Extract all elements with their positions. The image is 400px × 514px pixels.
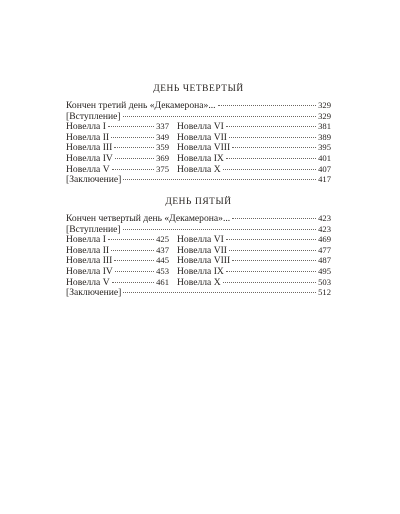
dot-leader bbox=[112, 282, 154, 283]
page-number: 401 bbox=[318, 152, 331, 163]
page-number: 423 bbox=[318, 223, 331, 234]
page-number: 453 bbox=[156, 265, 169, 276]
entry-title: Новелла II bbox=[66, 131, 110, 143]
entry-title: Новелла VII bbox=[177, 131, 228, 143]
page-number: 329 bbox=[318, 100, 331, 110]
entry-title: Новелла III bbox=[66, 142, 113, 154]
toc-entry-novella[interactable] bbox=[177, 234, 331, 245]
toc-entry-conclusion[interactable] bbox=[66, 287, 331, 298]
page-number: 495 bbox=[318, 265, 331, 276]
toc-entry-novella[interactable] bbox=[177, 142, 331, 153]
toc-row bbox=[66, 245, 331, 256]
dot-leader bbox=[232, 218, 316, 219]
page-number: 461 bbox=[156, 276, 169, 287]
entry-title: Кончен четвертый день «Декамерона»... bbox=[66, 213, 231, 224]
dot-leader bbox=[108, 126, 154, 127]
toc-entry-novella[interactable] bbox=[177, 277, 331, 288]
toc-row bbox=[66, 234, 331, 245]
toc-entry-novella[interactable] bbox=[177, 164, 331, 175]
dot-leader bbox=[229, 137, 316, 138]
section-heading: ДЕНЬ ЧЕТВЕРТЫЙ bbox=[153, 84, 244, 94]
toc-row bbox=[66, 287, 331, 298]
dot-leader bbox=[123, 116, 316, 117]
dot-leader bbox=[232, 147, 316, 148]
toc-row bbox=[66, 100, 331, 111]
dot-leader bbox=[111, 250, 154, 251]
entry-title: Новелла VI bbox=[177, 121, 224, 133]
page-number: 423 bbox=[318, 213, 331, 223]
section-heading: ДЕНЬ ПЯТЫЙ bbox=[165, 197, 232, 207]
toc-entry-novella[interactable] bbox=[177, 245, 331, 256]
toc-entry-novella[interactable] bbox=[66, 255, 169, 266]
toc-entry-novella[interactable] bbox=[66, 164, 169, 175]
dot-leader bbox=[114, 260, 154, 261]
toc-row bbox=[66, 164, 331, 175]
entry-title: Новелла VIII bbox=[177, 142, 231, 154]
dot-leader bbox=[229, 250, 316, 251]
entry-title: [Заключение] bbox=[66, 287, 122, 299]
page-number: 503 bbox=[318, 276, 331, 287]
entry-title: [Заключение] bbox=[66, 174, 122, 186]
entry-title: Новелла X bbox=[177, 163, 221, 175]
toc-row bbox=[66, 174, 331, 185]
toc-row bbox=[66, 111, 331, 122]
entry-title: Новелла IX bbox=[177, 152, 224, 164]
entry-title: Новелла II bbox=[66, 244, 110, 256]
dot-leader bbox=[226, 239, 316, 240]
dot-leader bbox=[115, 158, 154, 159]
toc-entry-novella[interactable] bbox=[177, 153, 331, 164]
dot-leader bbox=[226, 158, 316, 159]
toc-row bbox=[66, 142, 331, 153]
toc-row bbox=[66, 277, 331, 288]
toc-row bbox=[66, 132, 331, 143]
page-number: 425 bbox=[156, 234, 169, 245]
toc-entry-novella[interactable] bbox=[66, 234, 169, 245]
page-number: 359 bbox=[156, 142, 169, 153]
toc-row bbox=[66, 121, 331, 132]
dot-leader bbox=[114, 147, 154, 148]
page-number: 329 bbox=[318, 110, 331, 121]
toc-entry[interactable] bbox=[66, 213, 331, 224]
toc-entry-novella[interactable] bbox=[177, 121, 331, 132]
page-number: 395 bbox=[318, 142, 331, 153]
toc-entry-novella[interactable] bbox=[177, 266, 331, 277]
page-number: 437 bbox=[156, 244, 169, 255]
entry-title: Новелла X bbox=[177, 276, 221, 288]
dot-leader bbox=[123, 229, 316, 230]
toc-row bbox=[66, 213, 331, 224]
entry-title: Новелла V bbox=[66, 276, 110, 288]
toc-entry[interactable] bbox=[66, 111, 331, 122]
toc-entry-novella[interactable] bbox=[66, 142, 169, 153]
dot-leader bbox=[112, 169, 154, 170]
toc-row bbox=[66, 255, 331, 266]
entry-title: Новелла IV bbox=[66, 152, 113, 164]
dot-leader bbox=[115, 271, 154, 272]
dot-leader bbox=[223, 169, 316, 170]
page-number: 389 bbox=[318, 131, 331, 142]
page-number: 375 bbox=[156, 163, 169, 174]
dot-leader bbox=[226, 126, 316, 127]
toc-entry-novella[interactable] bbox=[66, 245, 169, 256]
entry-title: Кончен третий день «Декамерона»... bbox=[66, 100, 216, 111]
entry-title: Новелла III bbox=[66, 255, 113, 267]
toc-entry-novella[interactable] bbox=[66, 277, 169, 288]
toc-entry-novella[interactable] bbox=[66, 266, 169, 277]
toc-entry[interactable] bbox=[66, 100, 331, 111]
page-number: 381 bbox=[318, 121, 331, 132]
page-number: 337 bbox=[156, 121, 169, 132]
entry-title: [Вступление] bbox=[66, 223, 121, 235]
dot-leader bbox=[223, 282, 316, 283]
dot-leader bbox=[218, 105, 317, 106]
page-number: 417 bbox=[318, 174, 331, 185]
dot-leader bbox=[123, 179, 316, 180]
toc-row bbox=[66, 266, 331, 277]
toc-entry-conclusion[interactable] bbox=[66, 174, 331, 185]
toc-section-day-four bbox=[66, 82, 331, 185]
toc-row bbox=[66, 153, 331, 164]
toc-entry-novella[interactable] bbox=[177, 255, 331, 266]
page-number: 445 bbox=[156, 255, 169, 266]
dot-leader bbox=[123, 292, 316, 293]
page-number: 469 bbox=[318, 234, 331, 245]
toc-entry-novella[interactable] bbox=[177, 132, 331, 143]
toc-entry-novella[interactable] bbox=[66, 121, 169, 132]
entry-title: Новелла I bbox=[66, 234, 106, 246]
entry-title: Новелла VII bbox=[177, 244, 228, 256]
page-number: 349 bbox=[156, 131, 169, 142]
entry-title: Новелла VIII bbox=[177, 255, 231, 267]
toc-entry[interactable] bbox=[66, 224, 331, 235]
entry-title: [Вступление] bbox=[66, 110, 121, 122]
toc-entry-novella[interactable] bbox=[66, 153, 169, 164]
page-number: 512 bbox=[318, 287, 331, 298]
entry-title: Новелла IV bbox=[66, 265, 113, 277]
dot-leader bbox=[226, 271, 316, 272]
toc-row bbox=[66, 224, 331, 235]
entry-title: Новелла I bbox=[66, 121, 106, 133]
toc-entry-novella[interactable] bbox=[66, 132, 169, 143]
page-number: 407 bbox=[318, 163, 331, 174]
page-number: 477 bbox=[318, 244, 331, 255]
toc-section-day-five bbox=[66, 195, 331, 298]
entry-title: Новелла VI bbox=[177, 234, 224, 246]
dot-leader bbox=[232, 260, 316, 261]
entry-title: Новелла IX bbox=[177, 265, 224, 277]
entry-title: Новелла V bbox=[66, 163, 110, 175]
page-number: 487 bbox=[318, 255, 331, 266]
dot-leader bbox=[111, 137, 154, 138]
dot-leader bbox=[108, 239, 154, 240]
page-number: 369 bbox=[156, 152, 169, 163]
